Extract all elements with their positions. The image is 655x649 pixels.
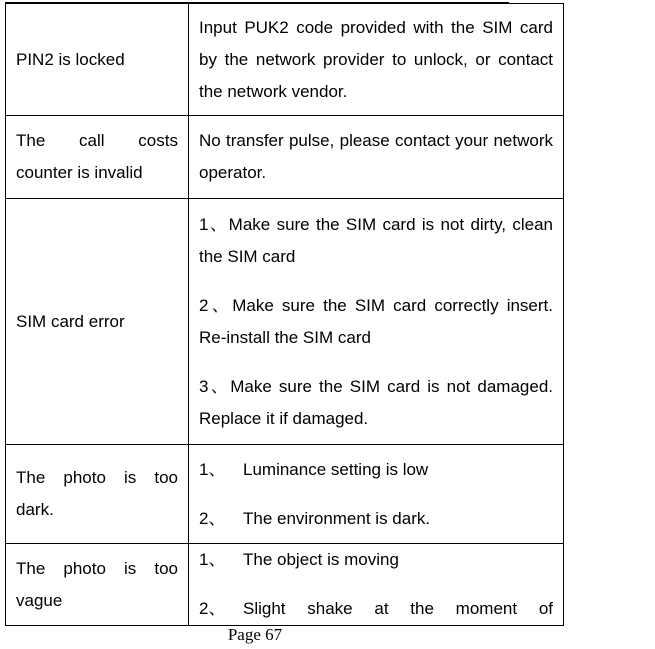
problem-cell: The photo is too vague <box>6 544 189 626</box>
problem-cell: The call costs counter is invalid <box>6 116 189 199</box>
item-text: The object is moving <box>243 550 399 569</box>
numbered-item <box>199 454 553 486</box>
item-number: 1、 <box>199 550 226 569</box>
solution-text: 1、Make sure the SIM card is not dirty, clean the SIM card <box>199 214 553 266</box>
solution-cell <box>189 544 564 626</box>
table-row <box>6 445 564 544</box>
solution-cell <box>189 199 564 445</box>
table-row <box>6 4 564 116</box>
solution-text: No transfer pulse, please contact your network operator. <box>199 131 553 182</box>
item-number: 2、 <box>199 508 226 528</box>
numbered-item <box>199 593 553 625</box>
solution-text: Input PUK2 code provided with the SIM card by the network provider to unlock, or contact the network vendor. <box>199 17 553 101</box>
solution-cell <box>189 4 564 116</box>
page-number: Page 67 <box>227 625 283 644</box>
item-text: Slight shake at the moment of <box>243 599 553 618</box>
problem-cell: PIN2 is locked <box>6 4 189 116</box>
solution-text: 3、Make sure the SIM card is not damaged. Replace it if damaged. <box>199 376 553 428</box>
table-row <box>6 116 564 199</box>
numbered-item <box>199 544 553 576</box>
item-number: 2、 <box>199 599 226 618</box>
solution-text: 2、Make sure the SIM card correctly insert. Re-install the SIM card <box>199 295 553 347</box>
item-text: Luminance setting is low <box>243 459 429 479</box>
item-number: 1、 <box>199 459 226 479</box>
table-row <box>6 199 564 445</box>
problem-cell: The photo is too dark. <box>6 445 189 544</box>
table-row <box>6 544 564 626</box>
troubleshooting-table <box>5 3 564 626</box>
item-text: The environment is dark. <box>243 508 431 528</box>
problem-cell: SIM card error <box>6 199 189 445</box>
solution-cell <box>189 445 564 544</box>
solution-cell <box>189 116 564 199</box>
numbered-item <box>199 503 553 535</box>
